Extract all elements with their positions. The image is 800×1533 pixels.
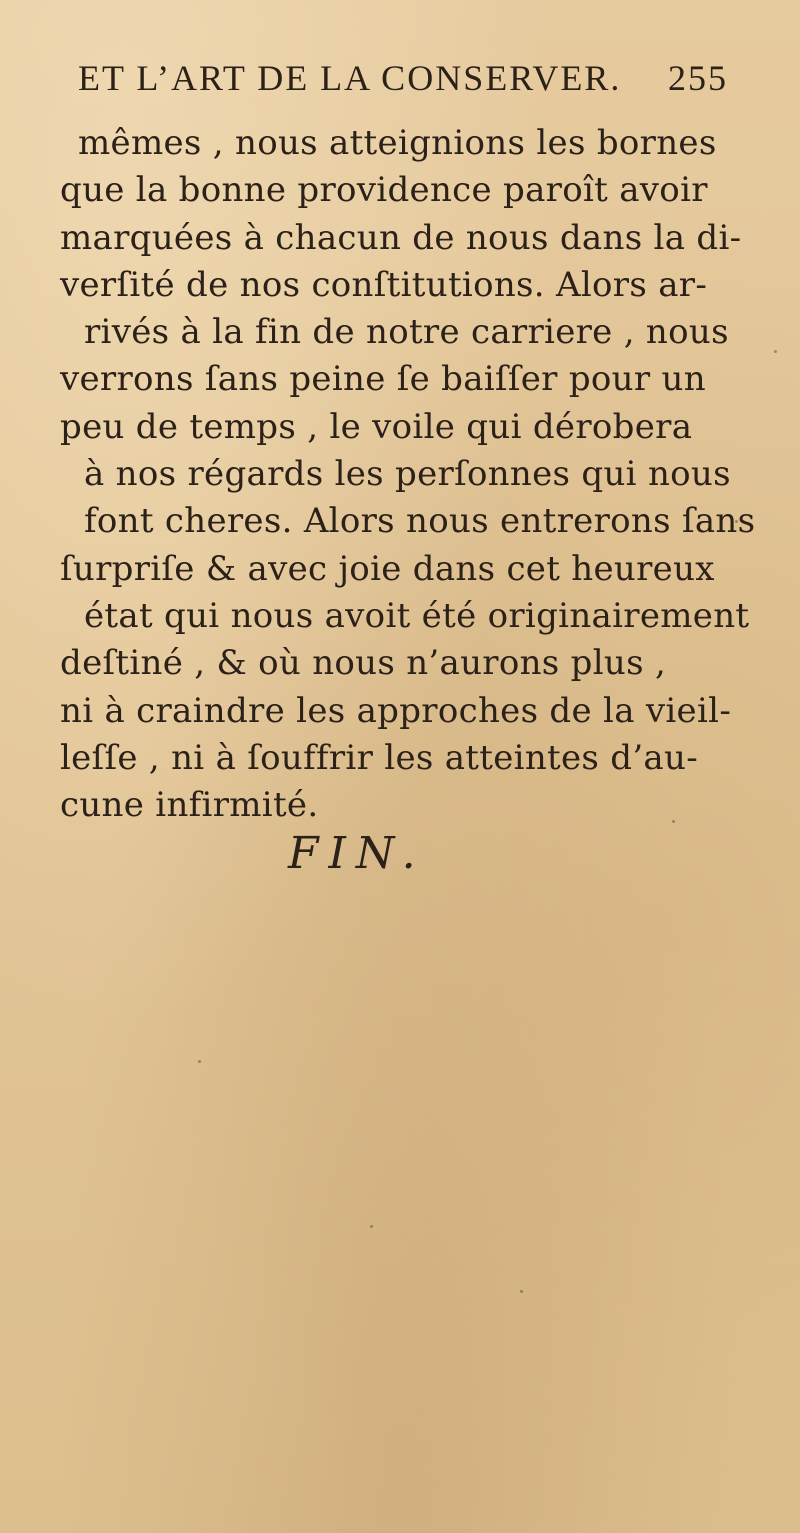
paper-speck xyxy=(774,350,777,353)
text-line: verſité de nos conſtitutions. Alors ar- xyxy=(60,264,708,305)
paper-speck xyxy=(520,1290,523,1293)
text-line: peu de temps , le voile qui dérobera xyxy=(60,406,693,447)
text-line: font cheres. Alors nous entrerons ſans xyxy=(84,501,756,542)
text-line: rivés à la fin de notre carriere , nous xyxy=(84,312,729,353)
running-head xyxy=(78,60,728,96)
text-line: marquées à chacun de nous dans la di- xyxy=(60,217,742,258)
text-line: deſtiné , & où nous n’aurons plus , xyxy=(60,643,667,684)
paper-speck xyxy=(735,520,738,523)
closing-fin: FIN. xyxy=(288,828,426,879)
text-line: mêmes , nous atteignions les bornes xyxy=(78,123,717,163)
text-line: à nos régards les perſonnes qui nous xyxy=(84,454,731,495)
text-line: leſſe , ni à ſouffrir les atteintes d’au- xyxy=(60,737,698,778)
running-head-title: ET L’ART DE LA CONSERVER. xyxy=(78,58,622,98)
text-line: état qui nous avoit été originairement xyxy=(84,595,750,636)
paper-speck xyxy=(672,820,675,823)
text-line: ſurpriſe & avec joie dans cet heureux xyxy=(60,548,715,589)
body-text xyxy=(60,120,756,829)
text-line: que la bonne providence paroît avoir xyxy=(60,170,708,211)
paper-speck xyxy=(370,1225,373,1228)
text-line: cune infirmité. xyxy=(60,785,319,826)
text-line: verrons ſans peine ſe baiſſer pour un xyxy=(60,359,706,400)
text-line: ni à craindre les approches de la vieil- xyxy=(60,690,732,731)
paper-speck xyxy=(198,1060,201,1063)
page-number: 255 xyxy=(668,58,728,98)
